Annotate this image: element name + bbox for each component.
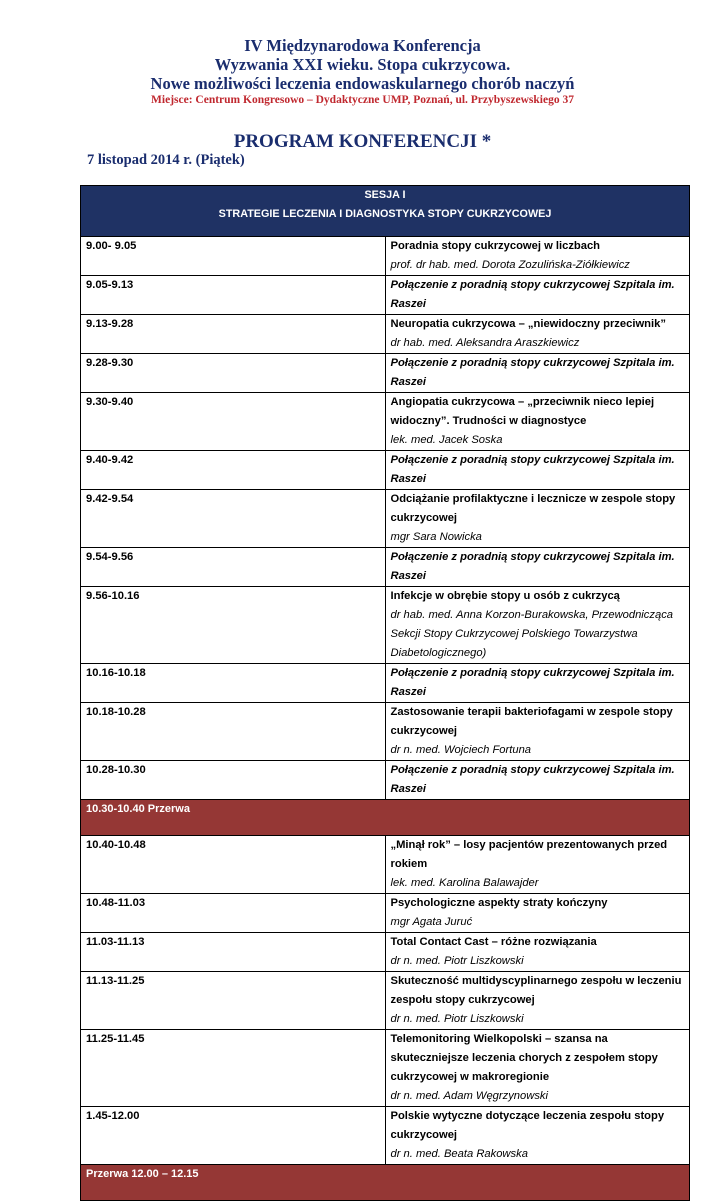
content-cell <box>385 933 690 972</box>
time-cell: 11.25-11.45 <box>81 1030 386 1107</box>
connection-note: Połączenie z poradnią stopy cukrzycowej Szpitala im. Raszei <box>390 454 675 485</box>
session-header-row <box>81 186 690 237</box>
time-cell: 9.54-9.56 <box>81 548 386 587</box>
time-cell: 1.45-12.00 <box>81 1107 386 1165</box>
talk-title: Total Contact Cast – różne rozwiązania <box>390 936 597 948</box>
program-date: 7 listopad 2014 r. (Piątek) <box>87 152 245 168</box>
conference-header <box>0 36 725 108</box>
time-cell: 9.42-9.54 <box>81 490 386 548</box>
session-header-cell <box>81 186 690 237</box>
speaker-name: mgr Agata Juruć <box>390 916 473 928</box>
table-row <box>81 490 690 548</box>
table-row <box>81 1107 690 1165</box>
speaker-name: dr n. med. Piotr Liszkowski <box>390 955 524 967</box>
break-label: 10.30-10.40 Przerwa <box>81 800 690 836</box>
table-row <box>81 315 690 354</box>
speaker-name: lek. med. Karolina Balawajder <box>390 877 539 889</box>
time-cell: 10.16-10.18 <box>81 664 386 703</box>
talk-title: Polskie wytyczne dotyczące leczenia zespołu stopy cukrzycowej <box>390 1110 665 1141</box>
conference-title-line-2: Wyzwania XXI wieku. Stopa cukrzycowa. <box>214 55 511 74</box>
break-label: Przerwa 12.00 – 12.15 <box>81 1165 690 1201</box>
table-row <box>81 836 690 894</box>
time-cell: 9.05-9.13 <box>81 276 386 315</box>
speaker-name: lek. med. Jacek Soska <box>390 434 503 446</box>
talk-title: Psychologiczne aspekty straty kończyny <box>390 897 608 909</box>
talk-title: Skuteczność multidyscyplinarnego zespołu w leczeniu zespołu stopy cukrzycowej <box>390 975 682 1006</box>
speaker-name: mgr Sara Nowicka <box>390 531 482 543</box>
table-row <box>81 548 690 587</box>
talk-title: Angiopatia cukrzycowa – „przeciwnik nieco lepiej widoczny”. Trudności w diagnostyce <box>390 396 655 427</box>
speaker-name: dr n. med. Adam Węgrzynowski <box>390 1090 549 1102</box>
time-cell: 9.56-10.16 <box>81 587 386 664</box>
speaker-name: dr hab. med. Anna Korzon-Burakowska, Przewodnicząca Sekcji Stopy Cukrzycowej Polskiego Towarzystwa Diabetologicznego) <box>390 609 674 659</box>
connection-note: Połączenie z poradnią stopy cukrzycowej Szpitala im. Raszei <box>390 667 675 698</box>
speaker-name: prof. dr hab. med. Dorota Zozulińska-Ziółkiewicz <box>390 259 630 271</box>
content-cell <box>385 761 690 800</box>
table-row <box>81 894 690 933</box>
talk-title: „Minął rok” – losy pacjentów prezentowanych przed rokiem <box>390 839 668 870</box>
time-cell: 9.00- 9.05 <box>81 237 386 276</box>
table-row <box>81 933 690 972</box>
time-cell: 10.48-11.03 <box>81 894 386 933</box>
break-row <box>81 800 690 836</box>
program-title: PROGRAM KONFERENCJI * <box>233 131 492 152</box>
talk-title: Poradnia stopy cukrzycowej w liczbach <box>390 240 601 252</box>
content-cell <box>385 490 690 548</box>
connection-note: Połączenie z poradnią stopy cukrzycowej Szpitala im. Raszei <box>390 551 675 582</box>
table-row <box>81 451 690 490</box>
content-cell <box>385 315 690 354</box>
content-cell <box>385 703 690 761</box>
content-cell <box>385 393 690 451</box>
table-row <box>81 972 690 1030</box>
content-cell <box>385 451 690 490</box>
talk-title: Telemonitoring Wielkopolski – szansa na skuteczniejsze leczenia chorych z zespołem stopy cukrzycowej w makroregionie <box>390 1033 658 1083</box>
speaker-name: dr n. med. Piotr Liszkowski <box>390 1013 524 1025</box>
conference-title-line-3: Nowe możliwości leczenia endowaskularnego chorób naczyń <box>150 74 575 93</box>
time-cell: 10.28-10.30 <box>81 761 386 800</box>
content-cell <box>385 1107 690 1165</box>
content-cell <box>385 1030 690 1107</box>
table-row <box>81 354 690 393</box>
session-title: STRATEGIE LECZENIA I DIAGNOSTYKA STOPY CUKRZYCOWEJ <box>218 208 552 220</box>
table-row <box>81 587 690 664</box>
table-row <box>81 664 690 703</box>
content-cell <box>385 836 690 894</box>
table-row <box>81 761 690 800</box>
time-cell: 10.40-10.48 <box>81 836 386 894</box>
content-cell <box>385 664 690 703</box>
time-cell: 9.28-9.30 <box>81 354 386 393</box>
speaker-name: dr n. med. Beata Rakowska <box>390 1148 528 1160</box>
talk-title: Neuropatia cukrzycowa – „niewidoczny przeciwnik” <box>390 318 666 330</box>
time-cell: 11.03-11.13 <box>81 933 386 972</box>
break-row <box>81 1165 690 1201</box>
content-cell <box>385 237 690 276</box>
content-cell <box>385 894 690 933</box>
table-row <box>81 393 690 451</box>
content-cell <box>385 276 690 315</box>
time-cell: 10.18-10.28 <box>81 703 386 761</box>
connection-note: Połączenie z poradnią stopy cukrzycowej Szpitala im. Raszei <box>390 764 675 795</box>
content-cell <box>385 972 690 1030</box>
talk-title: Infekcje w obrębie stopy u osób z cukrzycą <box>390 590 620 602</box>
connection-note: Połączenie z poradnią stopy cukrzycowej Szpitala im. Raszei <box>390 279 675 310</box>
time-cell: 9.40-9.42 <box>81 451 386 490</box>
table-row <box>81 237 690 276</box>
conference-venue: Miejsce: Centrum Kongresowo – Dydaktyczne UMP, Poznań, ul. Przybyszewskiego 37 <box>151 94 574 106</box>
table-row <box>81 703 690 761</box>
table-row <box>81 1030 690 1107</box>
content-cell <box>385 587 690 664</box>
connection-note: Połączenie z poradnią stopy cukrzycowej Szpitala im. Raszei <box>390 357 675 388</box>
speaker-name: dr n. med. Wojciech Fortuna <box>390 744 532 756</box>
time-cell: 9.13-9.28 <box>81 315 386 354</box>
talk-title: Zastosowanie terapii bakteriofagami w zespole stopy cukrzycowej <box>390 706 673 737</box>
talk-title: Odciążanie profilaktyczne i lecznicze w zespole stopy cukrzycowej <box>390 493 676 524</box>
speaker-name: dr hab. med. Aleksandra Araszkiewicz <box>390 337 580 349</box>
content-cell <box>385 548 690 587</box>
time-cell: 9.30-9.40 <box>81 393 386 451</box>
program-table <box>80 185 690 1201</box>
session-label: SESJA I <box>364 189 406 201</box>
conference-title-line-1: IV Międzynarodowa Konferencja <box>244 36 481 55</box>
content-cell <box>385 354 690 393</box>
time-cell: 11.13-11.25 <box>81 972 386 1030</box>
table-row <box>81 276 690 315</box>
